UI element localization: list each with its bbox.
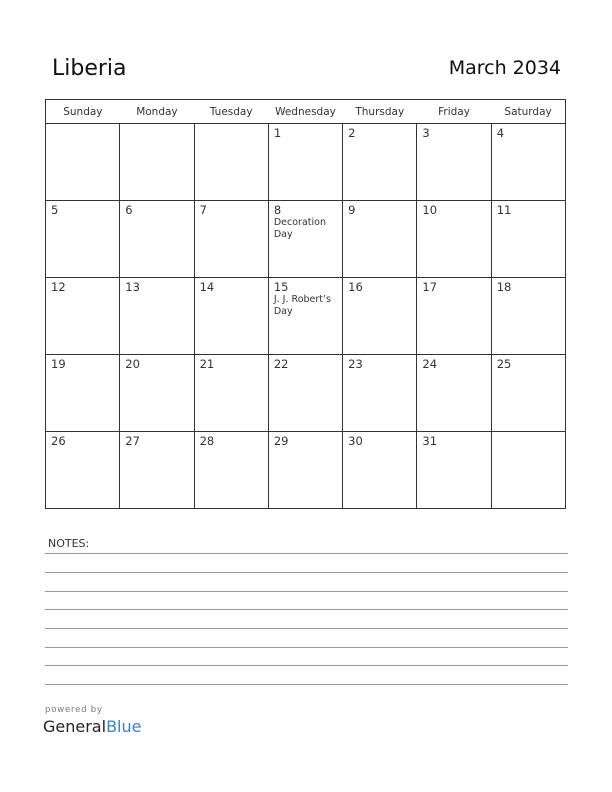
- day-number: 9: [348, 203, 356, 217]
- day-cell: [268, 278, 342, 355]
- day-number: 18: [496, 280, 512, 294]
- note-line: [45, 553, 568, 554]
- day-number: 8: [273, 203, 282, 217]
- week-row: [46, 278, 566, 355]
- day-number: 5: [51, 203, 59, 217]
- day-number: 25: [496, 357, 512, 371]
- day-number: 7: [199, 203, 207, 217]
- day-number: 27: [125, 434, 140, 448]
- day-cell: [417, 432, 491, 509]
- day-number: 17: [422, 280, 438, 294]
- day-number: 16: [348, 280, 363, 294]
- day-cell: [268, 432, 342, 509]
- day-cell: [491, 124, 565, 201]
- day-cell: [268, 124, 342, 201]
- day-cell: [491, 432, 565, 509]
- day-cell: [343, 278, 417, 355]
- day-number: 24: [422, 357, 438, 371]
- day-cell: [194, 201, 268, 278]
- weekday-header: Tuesday: [194, 100, 268, 124]
- day-cell: [120, 278, 194, 355]
- day-cell: [194, 432, 268, 509]
- day-cell: [417, 278, 491, 355]
- day-cell: [46, 355, 120, 432]
- brand-blue-text: Blue: [106, 717, 142, 736]
- day-number: 13: [125, 280, 140, 294]
- holiday-label: J. J. Robert’s Day: [273, 294, 331, 317]
- day-cell: [417, 355, 491, 432]
- day-cell: [194, 278, 268, 355]
- country-title: Liberia: [52, 56, 127, 81]
- day-cell: [343, 201, 417, 278]
- weekday-header: Sunday: [46, 100, 120, 124]
- day-cell: [120, 355, 194, 432]
- day-cell: [46, 124, 120, 201]
- day-cell: [343, 432, 417, 509]
- day-cell: [120, 201, 194, 278]
- weekday-header: Friday: [417, 100, 491, 124]
- day-number: 20: [125, 357, 140, 371]
- day-cell: [417, 124, 491, 201]
- day-cell: [46, 201, 120, 278]
- day-number: 19: [51, 357, 66, 371]
- day-cell: [491, 201, 565, 278]
- day-number: 29: [273, 434, 289, 448]
- weekday-header-row: [46, 100, 566, 124]
- day-cell: [268, 201, 342, 278]
- day-cell: [194, 124, 268, 201]
- month-year-title: March 2034: [448, 57, 561, 79]
- day-cell: [491, 278, 565, 355]
- note-line: [45, 591, 568, 592]
- note-line: [45, 684, 568, 685]
- note-line: [45, 665, 568, 666]
- day-cell: [46, 432, 120, 509]
- day-number: 10: [422, 203, 438, 217]
- day-cell: [491, 355, 565, 432]
- note-line: [45, 609, 568, 610]
- day-number: 21: [199, 357, 215, 371]
- note-line: [45, 647, 568, 648]
- day-number: 23: [348, 357, 363, 371]
- day-cell: [417, 201, 491, 278]
- day-number: 1: [273, 126, 282, 140]
- day-number: 4: [496, 126, 505, 140]
- day-number: 14: [199, 280, 215, 294]
- notes-label: NOTES:: [48, 537, 90, 550]
- weekday-header: Wednesday: [268, 100, 342, 124]
- brand-general-text: General: [43, 717, 107, 736]
- holiday-label: Decoration Day: [273, 217, 326, 240]
- day-cell: [46, 278, 120, 355]
- day-cell: [343, 355, 417, 432]
- day-number: 2: [348, 126, 356, 140]
- day-number: 30: [348, 434, 363, 448]
- week-row: [46, 201, 566, 278]
- day-number: 6: [125, 203, 133, 217]
- day-number: 11: [496, 203, 512, 217]
- weekday-header: Monday: [120, 100, 194, 124]
- day-cell: [343, 124, 417, 201]
- week-row: [46, 432, 566, 509]
- day-number: 26: [51, 434, 66, 448]
- day-number: 28: [199, 434, 215, 448]
- week-row: [46, 355, 566, 432]
- day-number: 3: [422, 126, 430, 140]
- day-cell: [120, 124, 194, 201]
- weekday-header: Saturday: [491, 100, 565, 124]
- calendar-grid: [45, 99, 566, 509]
- note-line: [45, 628, 568, 629]
- day-number: 12: [51, 280, 66, 294]
- day-cell: [268, 355, 342, 432]
- weekday-header: Thursday: [343, 100, 417, 124]
- day-number: 31: [422, 434, 438, 448]
- day-number: 15: [273, 280, 289, 294]
- note-line: [45, 572, 568, 573]
- day-cell: [194, 355, 268, 432]
- day-number: 22: [273, 357, 289, 371]
- generalblue-logo[interactable]: [43, 717, 141, 736]
- powered-by-text: powered by: [45, 705, 103, 715]
- day-cell: [120, 432, 194, 509]
- week-row: [46, 124, 566, 201]
